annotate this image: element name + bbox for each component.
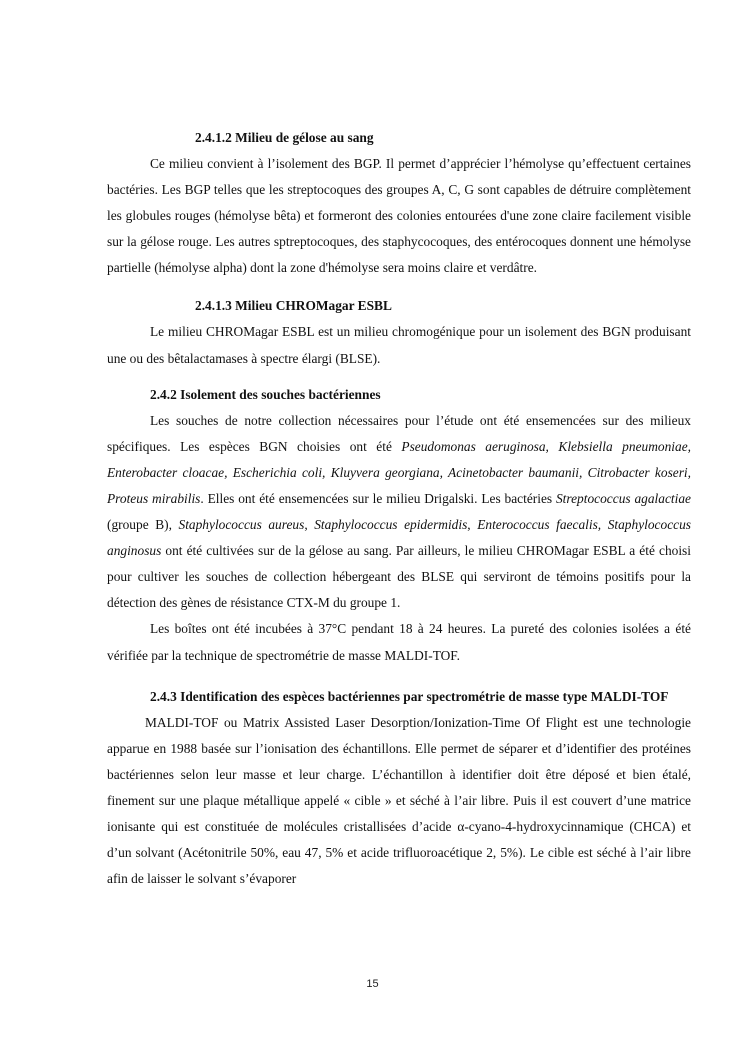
heading-2-4-3: 2.4.3 Identification des espèces bactériennes par spectrométrie de masse type MALDI-TOF (150, 688, 669, 704)
heading-2-4-1-3: 2.4.1.3 Milieu CHROMagar ESBL (195, 298, 392, 314)
paragraph-incubation: Les boîtes ont été incubées à 37°C pendant 18 à 24 heures. La pureté des colonies isolées a été vérifiée par la technique de spectrométrie de masse MALDI-TOF. (107, 621, 691, 663)
paragraph-maldi-tof: MALDI-TOF ou Matrix Assisted Laser Desorption/Ionization-Time Of Flight est une technologie apparue en 1988 basée sur l’ionisation des échantillons. Elle permet de séparer et d’identifier des protéines bactériennes selon leur masse et leur charge. L’échantillon à identifier doit être déposé et bien étalé, finement sur une plaque métallique appelé « cible » et séché à l’air libre. Puis il est couvert d’une matrice ionisante qui est constituée de molécules cristallisées d’acide α-cyano-4-hydroxycinnamique (CHCA) et d’un solvant (Acétonitrile 50%, eau 47, 5% et acide trifluoroacétique 2, 5%). Le cible est séché à l’air libre afin de laisser le solvant s’évaporer (107, 714, 691, 887)
species-staph-aureus: Staphylococcus aureus (178, 517, 305, 533)
document-page (107, 128, 691, 892)
paragraph-chromagar: Le milieu CHROMagar ESBL est un milieu chromogénique pour un isolement des BGN produisant une ou des bêtalactamases à spectre élargi (BLSE). (107, 324, 691, 366)
text-run: . Elles ont été ensemencées sur le milieu Drigalski. Les bactéries (200, 490, 556, 506)
species-list-bgn: Pseudomonas aeruginosa, Klebsiella pneumoniae, Enterobacter cloacae, Escherichia coli, Kluyvera georgiana, Acinetobacter baumanii, Citrobacter koseri, Proteus mirabilis (107, 438, 691, 506)
text-run: ont été cultivées sur de la gélose au sang. Par ailleurs, le milieu CHROMagar ESBL a été choisi pour cultiver les souches de collection hébergeant des BLSE qui serviront de témoins positifs pour la détection des gènes de résistance CTX-M du groupe 1. (107, 543, 691, 611)
text-run: , (304, 517, 315, 533)
text-run: Les souches de notre collection nécessaires pour l’étude ont été ensemencées sur des milieux spécifiques. Les espèces BGN choisies ont été (107, 412, 691, 454)
heading-2-4-1-2: 2.4.1.2 Milieu de gélose au sang (195, 130, 374, 145)
species-entero-anginosus: Enterococcus faecalis, Staphylococcus anginosus (107, 517, 691, 559)
text-run: , (467, 517, 478, 533)
text-run: (groupe B), (107, 517, 179, 533)
species-streptococcus: Streptococcus agalactiae (555, 490, 691, 506)
species-staph-epidermidis: Staphylococcus epidermidis (314, 517, 468, 533)
page-number: 15 (366, 978, 379, 990)
paragraph-isolement-souches (107, 408, 691, 617)
paragraph-gelose-au-sang: Ce milieu convient à l’isolement des BGP. Il permet d’apprécier l’hémolyse qu’effectuent certaines bactéries. Les BGP telles que les streptocoques des groupes A, C, G sont capables de détruire complètement les globules rouges (hémolyse bêta) et formeront des colonies entourées d'une zone claire facilement visible sur la gélose rouge. Les autres sptreptocoques, des staphycocoques, des entérocoques donnent une hémolyse partielle (hémolyse alpha) dont la zone d'hémolyse sera moins claire et verdâtre. (107, 156, 691, 276)
heading-2-4-2: 2.4.2 Isolement des souches bactériennes (150, 386, 381, 402)
